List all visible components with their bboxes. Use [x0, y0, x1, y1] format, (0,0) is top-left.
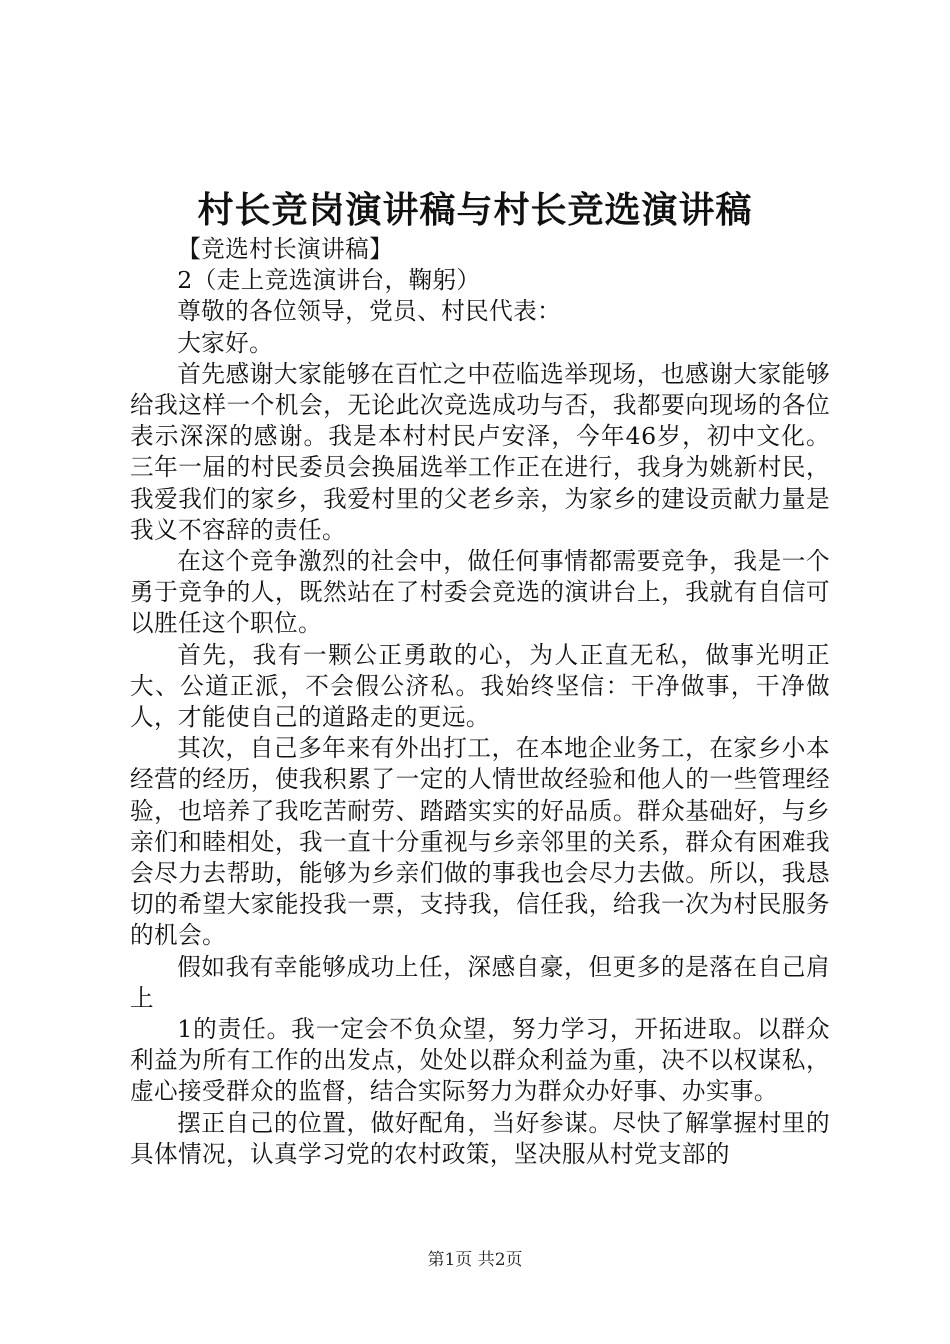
paragraph: 在这个竞争激烈的社会中，做任何事情都需要竞争，我是一个勇于竞争的人，既然站在了村委会竞选的演讲台上，我就有自信可以胜任这个职位。: [130, 547, 830, 638]
paragraph: 其次，自己多年来有外出打工，在本地企业务工，在家乡小本经营的经历，使我积累了一定的人情世故经验和他人的一些管理经验，也培养了我吃苦耐劳、踏踏实实的好品质。群众基础好，与乡亲们和睦相处，我一直十分重视与乡亲邻里的关系，群众有困难我会尽力去帮助，能够为乡亲们做的事我也会尽力去做。所以，我恳切的希望大家能投我一票，支持我，信任我，给我一次为村民服务的机会。: [130, 734, 830, 950]
paragraph: 假如我有幸能够成功上任，深感自豪，但更多的是落在自己肩上: [130, 952, 830, 1012]
page-footer: 第1页 共2页: [427, 1250, 523, 1270]
paragraph: 摆正自己的位置，做好配角，当好参谋。尽快了解掌握村里的具体情况，认真学习党的农村政策，坚决服从村党支部的: [130, 1108, 830, 1168]
stage-direction: 2（走上竞选演讲台，鞠躬）: [177, 266, 481, 295]
greeting: 大家好。: [177, 328, 274, 357]
paragraph: 首先，我有一颗公正勇敢的心，为人正直无私，做事光明正大、公道正派，不会假公济私。我始终坚信：干净做事，干净做人，才能使自己的道路走的更远。: [130, 640, 830, 732]
document-title: 村长竞岗演讲稿与村长竞选演讲稿: [197, 189, 753, 231]
paragraph: 1的责任。我一定会不负众望，努力学习，开拓进取。以群众利益为所有工作的出发点，处处以群众利益为重，决不以权谋私，虚心接受群众的监督，结合实际努力为群众办好事、办实事。: [130, 1015, 830, 1106]
section-heading: 【竞选村长演讲稿】: [177, 235, 394, 263]
document-body: [130, 234, 830, 1170]
paragraph: 首先感谢大家能够在百忙之中莅临选举现场，也感谢大家能够给我这样一个机会，无论此次竞选成功与否，我都要向现场的各位表示深深的感谢。我是本村村民卢安泽，今年46岁，初中文化。三年一届的村民委员会换届选举工作正在进行，我身为姚新村民，我爱我们的家乡，我爱村里的父老乡亲，为家乡的建设贡献力量是我义不容辞的责任。: [130, 359, 830, 544]
salutation: 尊敬的各位领导，党员、村民代表：: [177, 297, 562, 326]
